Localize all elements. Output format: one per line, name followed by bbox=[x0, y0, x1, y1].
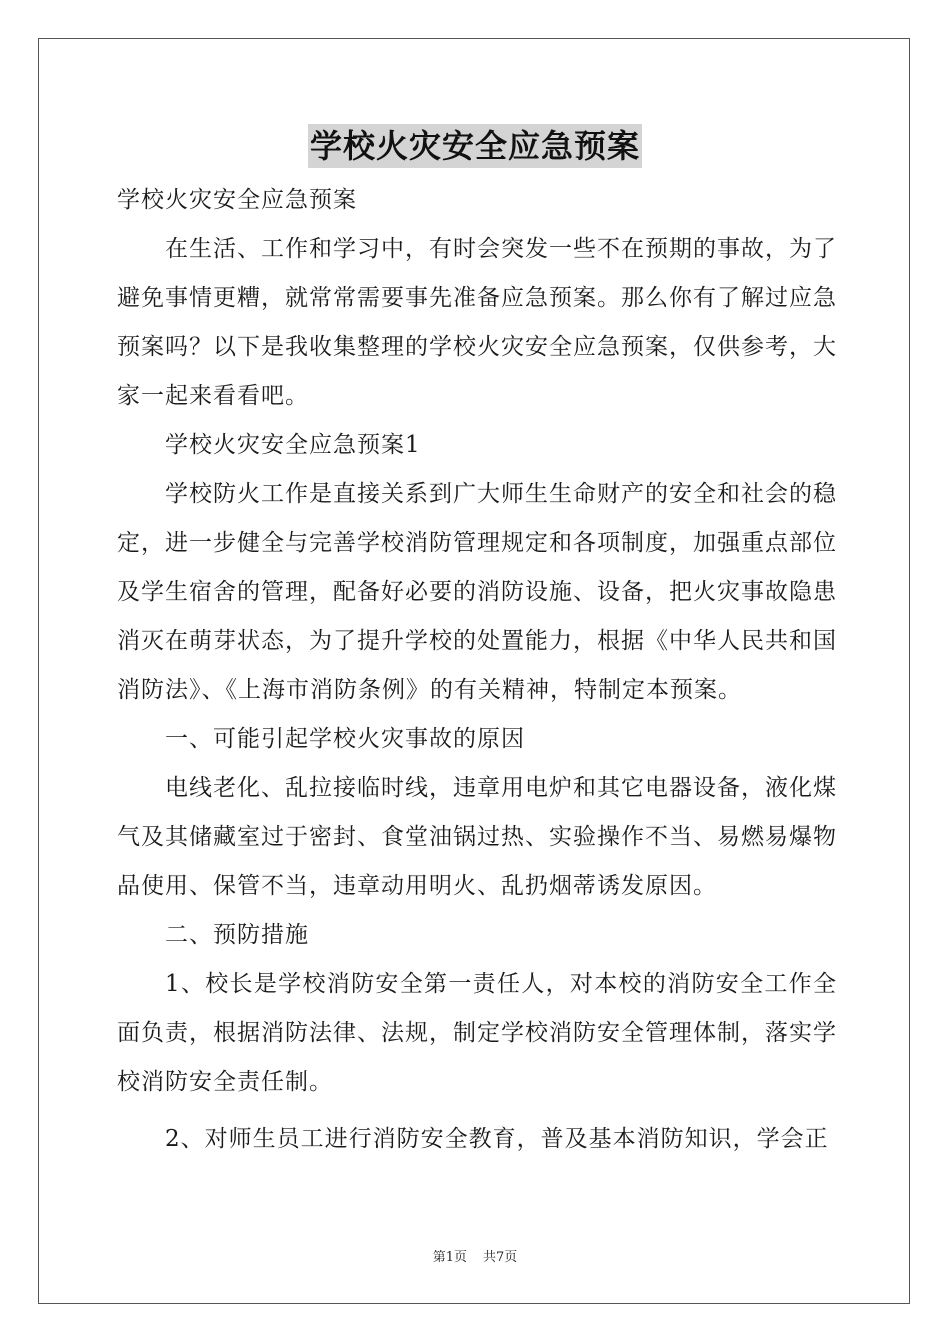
document-title: 学校火灾安全应急预案 bbox=[308, 124, 642, 168]
page-footer bbox=[0, 1246, 950, 1265]
section-heading: 二、预防措施 bbox=[165, 922, 309, 948]
intro-paragraph: 在生活、工作和学习中，有时会突发一些不在预期的事故，为了避免事情更糟，就常常需要事先准备应急预案。那么你有了解过应急预案吗？以下是我收集整理的学校火灾安全应急预案，仅供参考，大家一起来看看吧。 bbox=[117, 236, 837, 409]
body-paragraph: 1、校长是学校消防安全第一责任人，对本校的消防安全工作全面负责，根据消防法律、法规，制定学校消防安全管理体制，落实学校消防安全责任制。 bbox=[117, 971, 837, 1095]
page-current-label: 第1页 bbox=[432, 1250, 467, 1265]
page-total-label: 共7页 bbox=[483, 1250, 518, 1265]
body-paragraph: 2、对师生员工进行消防安全教育，普及基本消防知识，学会正 bbox=[165, 1126, 829, 1152]
title-area bbox=[0, 124, 950, 168]
subtitle-paragraph: 学校火灾安全应急预案 bbox=[117, 187, 357, 213]
section-heading: 学校火灾安全应急预案1 bbox=[165, 432, 421, 458]
body-paragraph: 学校防火工作是直接关系到广大师生生命财产的安全和社会的稳定，进一步健全与完善学校消防管理规定和各项制度，加强重点部位及学生宿舍的管理，配备好必要的消防设施、设备，把火灾事故隐患消灭在萌芽状态，为了提升学校的处置能力，根据《中华人民共和国消防法》、《上海市消防条例》的有关精神，特制定本预案。 bbox=[117, 481, 837, 703]
body-paragraph: 电线老化、乱拉接临时线，违章用电炉和其它电器设备，液化煤气及其储藏室过于密封、食堂油锅过热、实验操作不当、易燃易爆物品使用、保管不当，违章动用明火、乱扔烟蒂诱发原因。 bbox=[117, 775, 837, 899]
section-heading: 一、可能引起学校火灾事故的原因 bbox=[165, 726, 525, 752]
document-body bbox=[117, 176, 837, 1164]
